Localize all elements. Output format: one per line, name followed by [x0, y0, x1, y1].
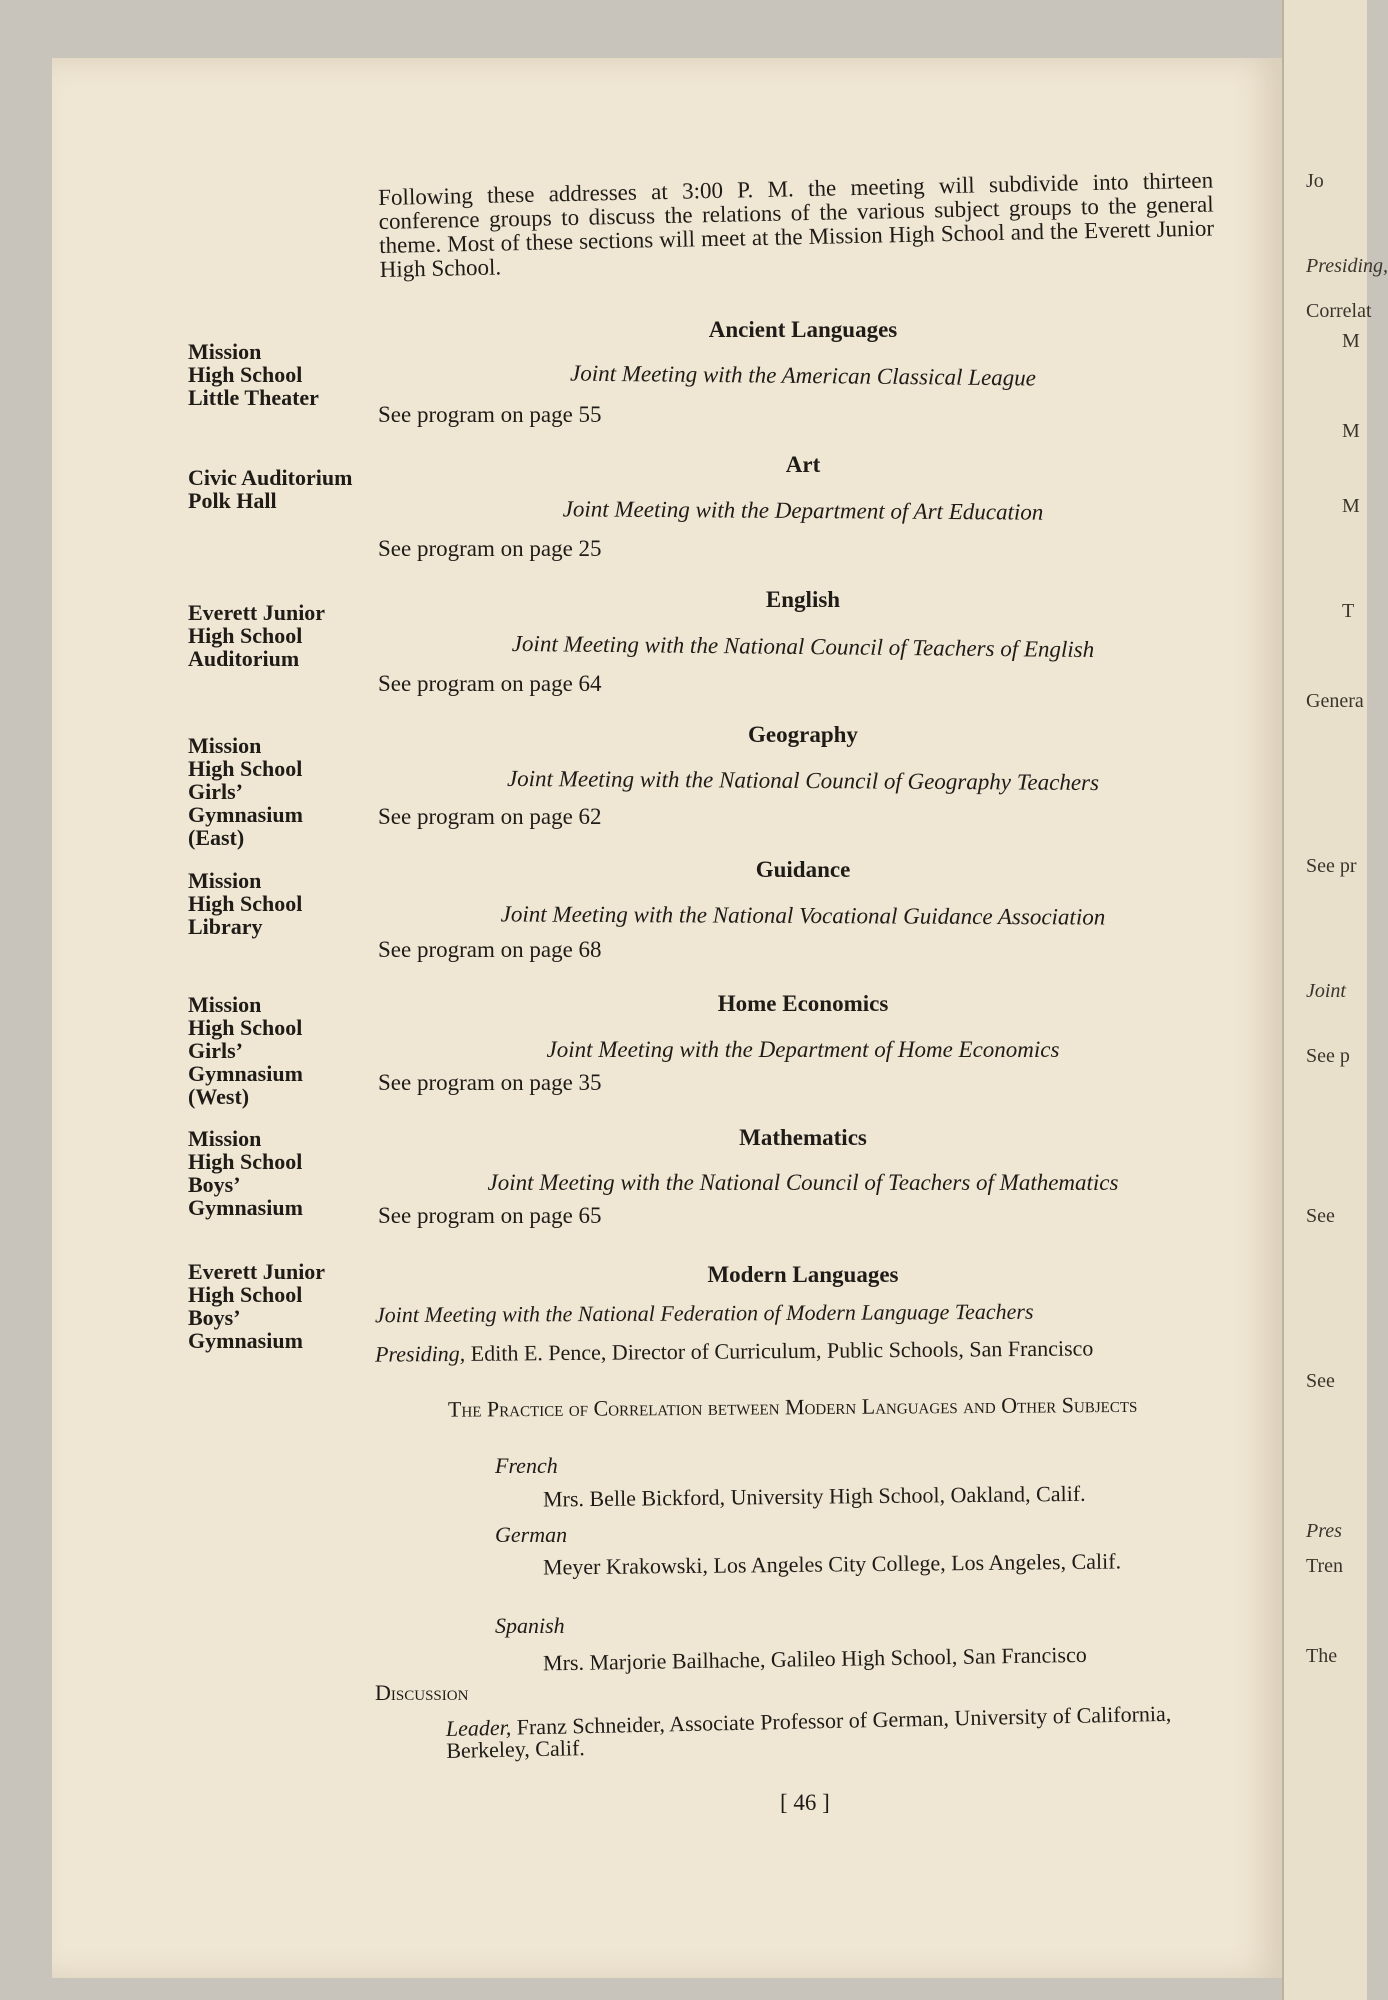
language-label: Spanish: [495, 1613, 565, 1638]
section-heading: Geography: [748, 722, 858, 747]
joint-meeting-line: Joint Meeting with the National Federation of Modern Language Teachers: [374, 1298, 1034, 1328]
joint-meeting-line: Joint Meeting with the National Council of Teachers of Mathematics: [487, 1170, 1119, 1195]
section-location: Everett Junior High School Boys’ Gymnasium: [188, 1259, 326, 1353]
discussion-heading: Discussion: [375, 1680, 469, 1705]
page-number: [ 46 ]: [780, 1790, 830, 1815]
joint-meeting-line: Joint Meeting with the Department of Home Economics: [546, 1037, 1060, 1062]
see-program-line: See program on page 25: [378, 536, 602, 561]
language-label: German: [495, 1522, 568, 1547]
joint-meeting-line: Joint Meeting with the National Council of Geography Teachers: [506, 765, 1100, 796]
intro-paragraph: Following these addresses at 3:00 P. M. the meeting will subdivide into thirteen conference groups to discuss the relations of the various subject groups to the general theme. Most of these sections will meet at the Mission High School and the Everett Junior High School.: [377, 167, 1215, 282]
see-program-line: See program on page 68: [378, 937, 602, 962]
section-heading: Art: [785, 452, 821, 477]
language-label: French: [495, 1453, 558, 1478]
joint-meeting-line: Joint Meeting with the American Classical League: [569, 360, 1037, 391]
section-location: Mission High School Library: [188, 868, 303, 939]
joint-meeting-line: Joint Meeting with the National Vocational Guidance Association: [500, 901, 1106, 930]
joint-meeting-line: Joint Meeting with the Department of Art Education: [562, 496, 1044, 525]
section-heading: English: [765, 587, 841, 612]
facing-fragment: The: [1306, 1645, 1338, 1667]
see-program-line: See program on page 62: [378, 804, 602, 829]
speaker-line: Mrs. Belle Bickford, University High School, Oakland, Calif.: [542, 1480, 1086, 1512]
see-program-line: See program on page 55: [378, 402, 602, 427]
see-program-line: See program on page 64: [378, 671, 602, 696]
joint-meeting-line: Joint Meeting with the National Council of Teachers of English: [511, 630, 1095, 663]
speaker-line: Meyer Krakowski, Los Angeles City College, Los Angeles, Calif.: [542, 1548, 1122, 1580]
section-heading: Modern Languages: [707, 1262, 899, 1287]
facing-fragment: Joint: [1306, 980, 1346, 1002]
facing-fragment: See pr: [1306, 855, 1357, 877]
facing-fragment: Presiding,: [1306, 255, 1388, 277]
see-program-line: See program on page 35: [378, 1070, 602, 1095]
section-location: Civic Auditorium Polk Hall: [188, 465, 353, 513]
section-location: Mission High School Girls’ Gymnasium (East): [188, 733, 303, 850]
speaker-line: Mrs. Marjorie Bailhache, Galileo High School, San Francisco: [542, 1641, 1087, 1676]
facing-fragment: T: [1342, 600, 1355, 622]
section-heading: Home Economics: [717, 991, 889, 1016]
facing-fragment: See: [1306, 1205, 1335, 1227]
section-location: Mission High School Girls’ Gymnasium (West): [188, 992, 303, 1109]
facing-fragment: Tren: [1306, 1555, 1344, 1577]
section-heading: Guidance: [755, 857, 851, 882]
leader-line: Leader, Franz Schneider, Associate Professor of German, University of California, Berkeley, Calif.: [445, 1700, 1172, 1764]
facing-fragment: Pres: [1306, 1520, 1342, 1542]
facing-page: [1282, 0, 1388, 2000]
facing-fragment: Correlat: [1306, 300, 1372, 322]
facing-fragment: M: [1342, 420, 1360, 442]
section-heading: Ancient Languages: [708, 317, 898, 342]
facing-fragment: Jo: [1306, 170, 1324, 192]
facing-fragment: See p: [1306, 1045, 1350, 1067]
section-heading: Mathematics: [739, 1125, 867, 1150]
facing-fragment: See: [1306, 1370, 1335, 1392]
see-program-line: See program on page 65: [378, 1203, 602, 1228]
section-location: Mission High School Little Theater: [188, 339, 319, 410]
presiding-line: Presiding, Edith E. Pence, Director of Curriculum, Public Schools, San Francisco: [374, 1335, 1094, 1367]
topic-title: The Practice of Correlation between Modern Languages and Other Subjects: [447, 1391, 1138, 1422]
facing-fragment: M: [1342, 330, 1360, 352]
section-location: Everett Junior High School Auditorium: [188, 600, 326, 671]
facing-fragment: Genera: [1306, 690, 1364, 712]
facing-fragment: M: [1342, 495, 1360, 517]
section-location: Mission High School Boys’ Gymnasium: [188, 1126, 303, 1220]
